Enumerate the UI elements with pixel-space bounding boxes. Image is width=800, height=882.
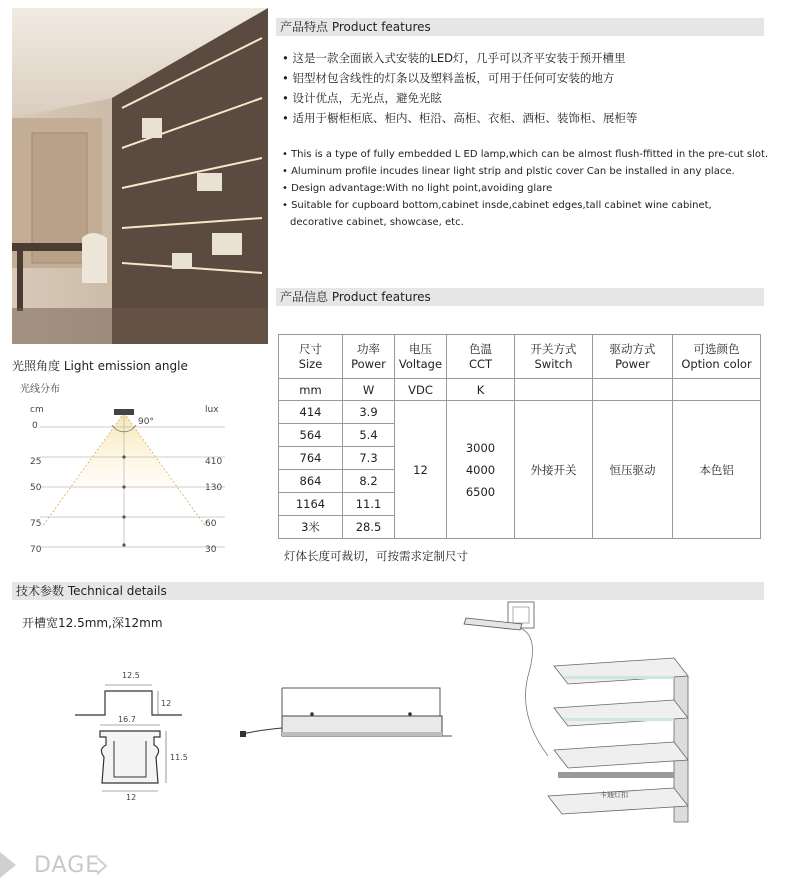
dim-profile-width: 16.7 <box>118 715 136 724</box>
profile-svg <box>70 665 210 805</box>
driver-cable <box>520 628 548 756</box>
color-cell: 本色铝 <box>673 401 761 539</box>
power-cell: 11.1 <box>343 493 395 516</box>
cabinet-svg <box>458 596 698 832</box>
col-voltage-header: 电压 Voltage <box>395 335 447 379</box>
col-size-header: 尺寸 Size <box>279 335 343 379</box>
feature-cn-item: • 适用于橱柜柜底、柜内、柜沿、高柜、衣柜、酒柜、装饰柜、展柜等 <box>282 111 638 125</box>
feature-en-item: • Design advantage:With no light point,avoiding glare <box>282 183 553 194</box>
size-cell: 864 <box>279 470 343 493</box>
cm-value: 70 <box>30 545 42 555</box>
dim-slot-width: 12.5 <box>122 671 140 680</box>
unit-color <box>673 379 761 401</box>
unit-driver <box>593 379 673 401</box>
cct-cell <box>447 401 515 539</box>
lux-label: lux <box>205 405 219 415</box>
unit-voltage: VDC <box>395 379 447 401</box>
angle-title: 光照角度 Light emission angle <box>12 359 188 373</box>
cm-label: cm <box>30 405 44 415</box>
power-cell: 5.4 <box>343 424 395 447</box>
spec-header-row <box>279 335 761 379</box>
power-cell: 7.3 <box>343 447 395 470</box>
power-cable <box>242 728 282 734</box>
size-cell: 414 <box>279 401 343 424</box>
features-title: 产品特点 Product features <box>276 18 764 36</box>
col-color-header: 可选颜色 Option color <box>673 335 761 379</box>
size-cell: 564 <box>279 424 343 447</box>
cm-value: 50 <box>30 483 42 493</box>
feature-cn-item: • 铝型材包含线性的灯条以及塑料盖板，可用于任何可安装的地方 <box>282 71 615 85</box>
power-cell: 3.9 <box>343 401 395 424</box>
features-cn-list <box>282 48 637 128</box>
feature-en-item: • Suitable for cupboard bottom,cabinet insde,cabinet edges,tall cabinet wine cabinet, <box>282 200 712 211</box>
feature-en-item: • Aluminum profile incudes linear light strip and plstic cover Can be installed in any place. <box>282 166 735 177</box>
lux-value: 60 <box>205 519 217 529</box>
feature-cn-item: • 设计优点，无光点，避免光眩 <box>282 91 442 105</box>
cabinet-illustration <box>458 596 698 832</box>
cct-value: 3000 <box>465 440 496 455</box>
brand-arrow-icon <box>94 856 110 876</box>
unit-power: W <box>343 379 395 401</box>
size-cell: 764 <box>279 447 343 470</box>
cm-value: 0 <box>32 421 38 431</box>
size-cell: 3米 <box>279 516 343 539</box>
lux-value: 410 <box>205 457 223 467</box>
length-note: 灯体长度可裁切，可按需求定制尺寸 <box>284 549 468 563</box>
voltage-cell: 12 <box>395 401 447 539</box>
angle-subtitle: 光线分布 <box>20 384 60 395</box>
col-switch-header: 开关方式 Switch <box>515 335 593 379</box>
profile-outline <box>100 731 160 783</box>
feature-en-item: • This is a type of fully embedded L ED lamp,which can be almost flush-ffitted in the pre-cut slot. <box>282 149 769 160</box>
spec-unit-row <box>279 379 761 401</box>
col-power-header: 功率 Power <box>343 335 395 379</box>
col-driver-header: 驱动方式 Power <box>593 335 673 379</box>
feature-en-item: decorative cabinet, showcase, etc. <box>290 217 464 228</box>
angle-value: 90° <box>138 417 154 427</box>
switch-cell: 外接开关 <box>515 401 593 539</box>
brand-logo: DAGE <box>34 853 101 878</box>
lamp-icon <box>114 409 134 415</box>
cm-value: 75 <box>30 519 42 529</box>
emission-diagram <box>20 395 260 565</box>
cct-value: 6500 <box>465 484 496 499</box>
lux-value: 130 <box>205 483 223 493</box>
brand-chevron-icon <box>0 852 20 878</box>
power-cell: 8.2 <box>343 470 395 493</box>
spec-table-wrap <box>278 334 761 539</box>
interior-photo <box>12 8 268 344</box>
bottom-lamp <box>558 772 674 778</box>
table-row <box>279 401 761 424</box>
spec-table <box>278 334 761 539</box>
clip-label: 卡通灯扣 <box>600 791 628 799</box>
info-title: 产品信息 Product features <box>276 288 764 306</box>
size-cell: 1164 <box>279 493 343 516</box>
power-cell: 28.5 <box>343 516 395 539</box>
tech-title: 技术参数 Technical details <box>12 582 764 600</box>
dim-slot-depth: 12 <box>161 699 172 708</box>
cm-value: 25 <box>30 457 42 467</box>
dim-profile-height: 11.5 <box>170 753 188 762</box>
profile-drawing <box>70 665 210 805</box>
dim-profile-bottom: 12 <box>126 793 137 802</box>
unit-switch <box>515 379 593 401</box>
interior-illustration <box>12 8 268 344</box>
feature-cn-item: • 这是一款全面嵌入式安装的LED灯，几乎可以齐平安装于预开槽里 <box>282 51 626 65</box>
install-drawing <box>240 686 460 756</box>
col-cct-header: 色温 CCT <box>447 335 515 379</box>
install-svg <box>240 686 460 756</box>
slot-spec: 开槽宽12.5mm,深12mm <box>22 616 163 630</box>
cable-connector <box>240 731 246 737</box>
unit-cct: K <box>447 379 515 401</box>
cct-value: 4000 <box>465 462 496 477</box>
features-en-list <box>282 146 768 231</box>
lux-value: 30 <box>205 545 217 555</box>
driver-cell: 恒压驱动 <box>593 401 673 539</box>
unit-size: mm <box>279 379 343 401</box>
